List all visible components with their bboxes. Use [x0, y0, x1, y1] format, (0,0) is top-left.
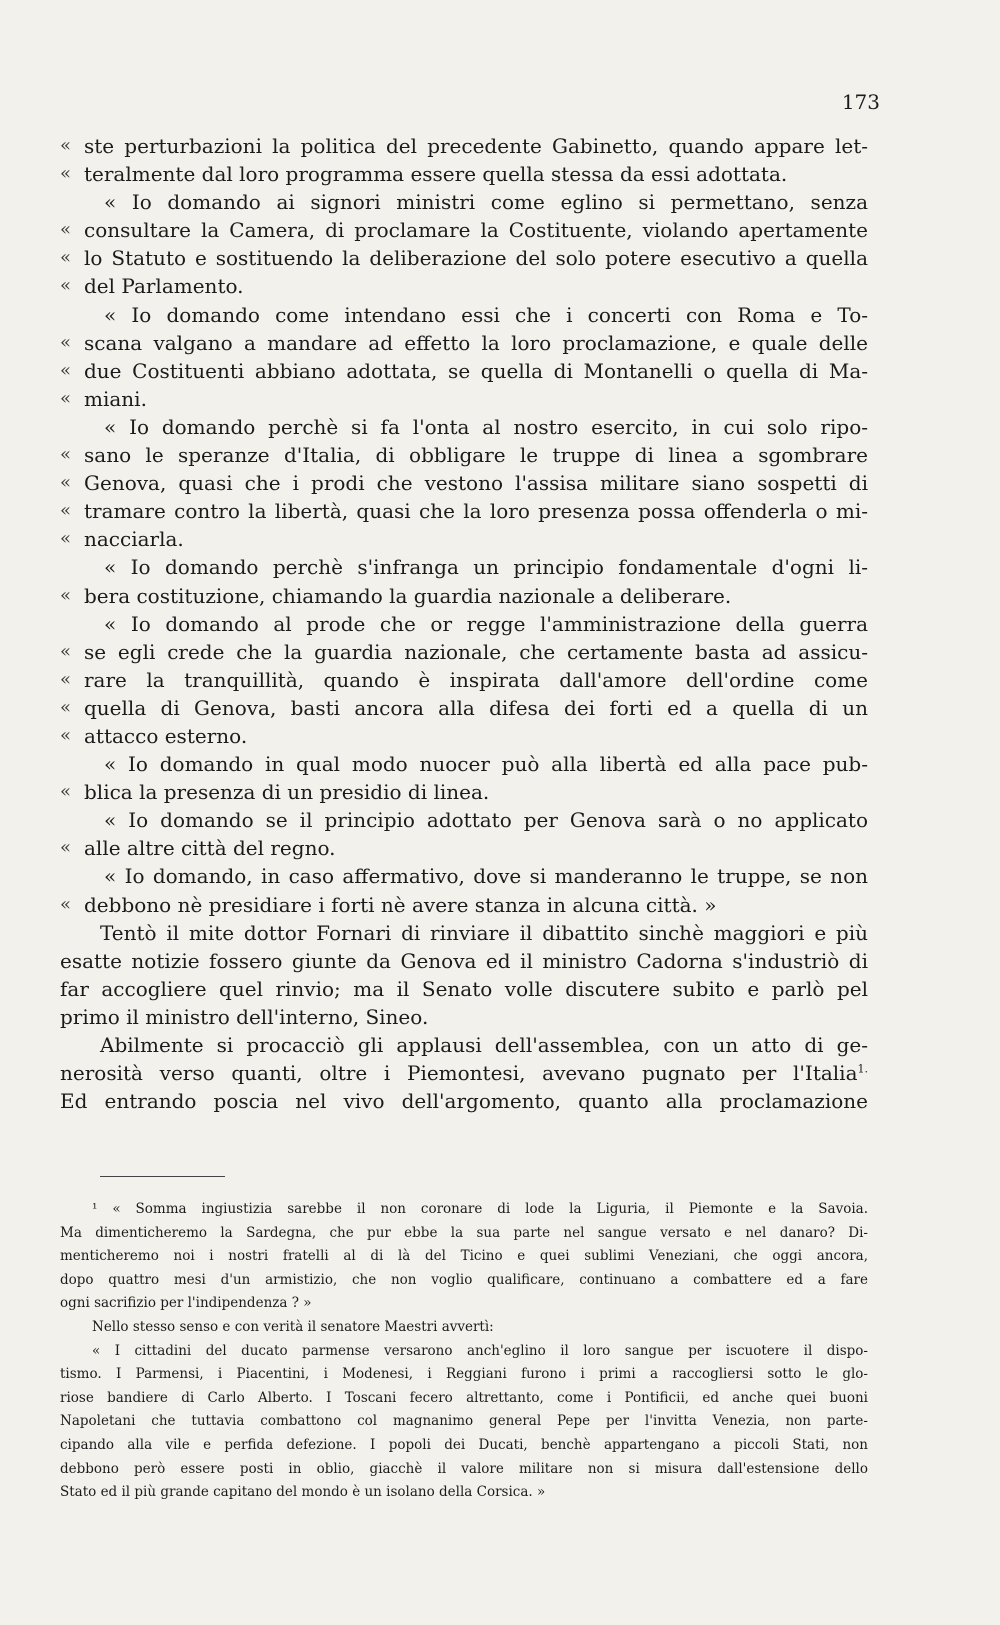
line-text: teralmente dal loro programma essere quella stessa da essi adottata.: [84, 162, 788, 187]
line-text: « Io domando perchè si fa l'onta al nostro esercito, in cui solo ripo-: [104, 414, 868, 439]
quote-mark: «: [60, 275, 72, 297]
text-line: [60, 160, 868, 188]
footnote-separator: [100, 1176, 225, 1177]
quote-mark: «: [60, 668, 72, 690]
line-text: nerosità verso quanti, oltre i Piemontesi, avevano pugnato per l'Italia: [60, 1061, 858, 1086]
text-line: [60, 638, 868, 666]
line-text: nacciarla.: [84, 527, 184, 552]
text-line: [60, 525, 868, 553]
line-text: Genova, quasi che i prodi che vestono l'assisa militare siano sospetti di: [84, 471, 868, 496]
footnote-line: Napoletani che tuttavia combattono col magnanimo general Pepe per l'invitta Venezia, non parte-: [60, 1413, 868, 1430]
text-line: [60, 132, 868, 160]
text-line: [60, 666, 868, 694]
text-line: [60, 272, 868, 300]
quote-mark: «: [60, 781, 72, 803]
footnote-line: Nello stesso senso e con verità il senatore Maestri avvertì:: [92, 1318, 494, 1335]
footnote-line: cipando alla vile e perfida defezione. I popoli dei Ducati, benchè appartengano a piccoli Stati, non: [60, 1436, 868, 1453]
quote-mark: «: [60, 837, 72, 859]
footnote-line: ¹ « Somma ingiustizia sarebbe il non coronare di lode la Liguria, il Piemonte e la Savoia.: [92, 1201, 868, 1217]
footnote-line: ogni sacrifizio per l'indipendenza ? »: [60, 1295, 312, 1312]
quote-mark: «: [60, 472, 72, 494]
text-line: [60, 441, 868, 469]
line-text: Tentò il mite dottor Fornari di rinviare il dibattito sinchè maggiori e più: [100, 920, 868, 945]
quote-mark: «: [60, 584, 72, 606]
text-line: [60, 610, 868, 638]
line-text: Abilmente si procacciò gli applausi dell'assemblea, con un atto di ge-: [100, 1033, 868, 1057]
text-line: [60, 891, 868, 919]
line-text: sano le speranze d'Italia, di obbligare le truppe di linea a sgombrare: [84, 443, 868, 468]
line-text: primo il ministro dell'interno, Sineo.: [60, 1004, 429, 1029]
text-line: [60, 750, 868, 778]
text-line: [60, 975, 868, 1003]
line-text: debbono nè presidiare i forti nè avere stanza in alcuna città. »: [84, 892, 717, 917]
text-line: [60, 553, 868, 581]
text-line: [60, 1059, 868, 1087]
text-line: [60, 301, 868, 329]
line-text: « Io domando in qual modo nuocer può alla libertà ed alla pace pub-: [104, 752, 868, 777]
text-line: [60, 778, 868, 806]
line-text: miani.: [84, 386, 147, 411]
quote-mark: «: [60, 696, 72, 718]
line-text: « Io domando perchè s'infranga un principio fondamentale d'ogni li-: [104, 555, 868, 580]
line-text: se egli crede che la guardia nazionale, che certamente basta ad assicu-: [84, 639, 868, 664]
text-line: [60, 413, 868, 441]
line-text: bera costituzione, chiamando la guardia nazionale a deliberare.: [84, 583, 732, 608]
line-text: « Io domando come intendano essi che i concerti con Roma e To-: [104, 302, 868, 327]
quote-mark: «: [60, 359, 72, 381]
line-text: rare la tranquillità, quando è inspirata dall'amore dell'ordine come: [84, 667, 868, 692]
quote-mark: «: [60, 528, 72, 550]
footnote-line: riose bandiere di Carlo Alberto. I Toscani fecero altrettanto, come i Pontificii, ed anche quei buoni: [60, 1389, 868, 1406]
text-line: [60, 1087, 868, 1115]
line-text: lo Statuto e sostituendo la deliberazione del solo potere esecutivo a quella: [84, 246, 868, 271]
quote-mark: «: [60, 387, 72, 409]
text-line: [60, 469, 868, 497]
text-line: [60, 244, 868, 272]
line-text: « Io domando se il principio adottato per Genova sarà o no applicato: [104, 808, 868, 833]
text-line: [60, 1031, 868, 1059]
footnote-line: dopo quattro mesi d'un armistizio, che non voglio qualificare, continuano a combattere ed a fare: [60, 1271, 868, 1288]
footnote-line: menticheremo noi i nostri fratelli al di là del Ticino e quei sublimi Veneziani, che oggi ancora,: [60, 1248, 868, 1265]
quote-mark: «: [60, 640, 72, 662]
text-line: [60, 806, 868, 834]
text-line: [60, 862, 868, 890]
footnote-ref: 1.: [857, 1062, 868, 1076]
line-text: due Costituenti abbiano adottata, se quella di Montanelli o quella di Ma-: [84, 358, 868, 383]
line-text: alle altre città del regno.: [84, 836, 336, 861]
text-line: [60, 329, 868, 357]
text-line: [60, 694, 868, 722]
quote-mark: «: [60, 247, 72, 269]
text-line: [60, 357, 868, 385]
footnote-line: « I cittadini del ducato parmense versarono anch'eglino il loro sangue per iscuotere il dispo-: [92, 1342, 868, 1359]
line-text: far accogliere quel rinvio; ma il Senato volle discutere subito e parlò pel: [60, 976, 868, 1001]
line-text: Ed entrando poscia nel vivo dell'argomento, quanto alla proclamazione: [60, 1089, 868, 1114]
main-text: [60, 132, 868, 1115]
line-text: esatte notizie fossero giunte da Genova ed il ministro Cadorna s'industriò di: [60, 948, 868, 973]
line-text: blica la presenza di un presidio di linea.: [84, 780, 490, 805]
text-line: [60, 722, 868, 750]
footnote-line: tismo. I Parmensi, i Piacentini, i Modenesi, i Reggiani furono i primi a raccogliersi sotto le glo-: [60, 1366, 868, 1383]
quote-mark: «: [60, 219, 72, 241]
footnote-line: Ma dimenticheremo la Sardegna, che pur ebbe la sua parte nel sangue versato e nel danaro? Di-: [60, 1224, 868, 1241]
quote-mark: «: [60, 331, 72, 353]
text-line: [60, 919, 868, 947]
quote-mark: «: [60, 724, 72, 746]
line-text: quella di Genova, basti ancora alla difesa dei forti ed a quella di un: [84, 695, 868, 720]
line-text: del Parlamento.: [84, 274, 244, 299]
footnote-line: debbono però essere posti in oblio, giacchè il valore militare non si misura dall'estensione dello: [60, 1460, 868, 1477]
quote-mark: «: [60, 500, 72, 522]
line-text: ste perturbazioni la politica del precedente Gabinetto, quando appare let-: [84, 134, 868, 158]
text-line: [60, 385, 868, 413]
text-line: [60, 834, 868, 862]
text-line: [60, 582, 868, 610]
quote-mark: «: [60, 135, 72, 156]
line-text: tramare contro la libertà, quasi che la loro presenza possa offenderla o mi-: [84, 499, 868, 524]
line-text: scana valgano a mandare ad effetto la loro proclamazione, e quale delle: [84, 330, 868, 355]
text-line: [60, 947, 868, 975]
line-text: « Io domando, in caso affermativo, dove si manderanno le truppe, se non: [104, 864, 868, 889]
quote-mark: «: [60, 163, 72, 185]
footnote-line: Stato ed il più grande capitano del mondo è un isolano della Corsica. »: [60, 1484, 546, 1501]
line-text: consultare la Camera, di proclamare la Costituente, violando apertamente: [84, 218, 868, 243]
line-text: attacco esterno.: [84, 723, 248, 748]
text-line: [60, 497, 868, 525]
text-line: [60, 188, 868, 216]
text-line: [60, 1003, 868, 1031]
line-text: « Io domando al prode che or regge l'amministrazione della guerra: [104, 611, 868, 636]
line-text: « Io domando ai signori ministri come eglino si permettano, senza: [104, 190, 868, 215]
footnotes: [60, 1198, 868, 1505]
quote-mark: «: [60, 444, 72, 466]
quote-mark: «: [60, 893, 72, 915]
page-number: 173: [841, 90, 880, 114]
text-line: [60, 216, 868, 244]
